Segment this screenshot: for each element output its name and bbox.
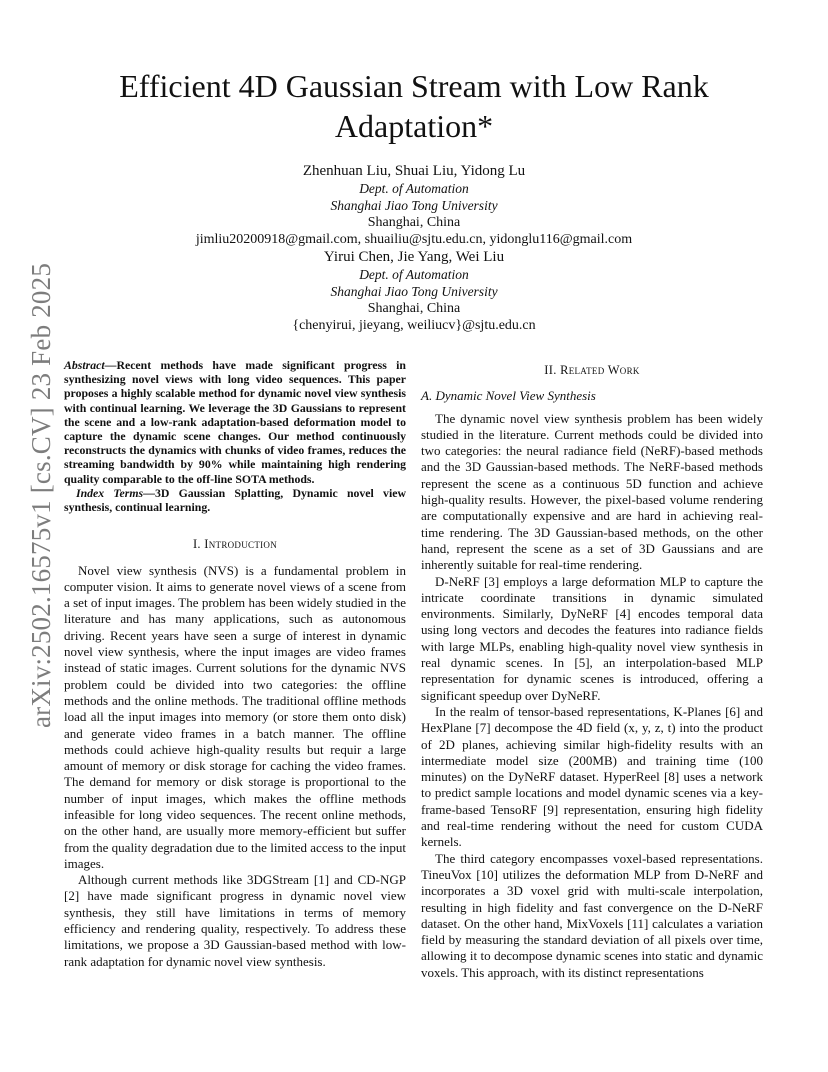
abstract-label: Abstract	[64, 358, 105, 372]
author-names: Yirui Chen, Jie Yang, Wei Liu	[323, 249, 505, 265]
author-department: Dept. of Automation	[359, 267, 469, 282]
arxiv-identifier-stamp	[22, 260, 62, 730]
author-location: Shanghai, China	[367, 301, 461, 316]
subsection-heading: A. Dynamic Novel View Synthesis	[421, 388, 596, 404]
author-department: Dept. of Automation	[359, 181, 469, 196]
related-paragraph: In the realm of tensor-based representations, K-Planes [6] and HexPlane [7] decompose the 4D field (x, y, z, t) into the product of 2D planes, achieving similar high-fidelity results with an intermediate model size (200MB) and training time (100 minutes) on the DyNeRF dataset. HyperReel [8] uses a network to predict sample locations and model dynamic scenes via a key-frame-based TensoRF [9] representation, ensuring high fidelity and real-time rendering without the need for custom CUDA kernels.	[421, 703, 763, 850]
abstract: Abstract—Recent methods have made significant progress in synthesizing novel views with long video sequences. This paper proposes a highly scalable method for dynamic novel view synthesis with continual learning. We leverage the 3D Gaussians to represent the scene and a low-rank adaptation-based deformation model to capture the dynamic scene changes. Our method continuously reconstructs the dynamics with chunks of video frames, reduces the streaming bandwidth by 90% while maintaining high rendering quality comparable to the off-line SOTA methods.	[64, 358, 406, 486]
index-terms: Index Terms—3D Gaussian Splatting, Dynamic novel view synthesis, continual learning.	[64, 485, 406, 515]
index-terms-label: Index Terms	[76, 485, 144, 500]
author-emails: {chenyirui, jieyang, weiliucv}@sjtu.edu.cn	[292, 318, 536, 333]
section-heading-introduction: I. Introduction	[192, 537, 278, 552]
intro-paragraph: Although current methods like 3DGStream [1] and CD-NGP [2] have made significant progress in dynamic novel view synthesis, they still have limitations in terms of memory efficiency and rendering quality, respectively. To address these limitations, we propose a 3D Gaussian-based method with low-rank adaptation for dynamic novel view synthesis.	[64, 872, 406, 969]
intro-paragraph: Novel view synthesis (NVS) is a fundamental problem in computer vision. It aims to generate novel views of a scene from a set of input images. The problem has been widely studied in the literature and has many applications, such as autonomous driving. Recent years have seen a surge of interest in dynamic novel view synthesis, where the input images are video frames instead of static images. Current solutions for the dynamic NVS problem could be divided into two categories: the offline methods and the online methods. The traditional offline methods load all the input images into memory (or store them onto disk) and generate video frames in a batch manner. The offline methods could achieve high-quality results but requir a large amount of memory or disk storage for caching the video frames. The demand for memory or disk storage is proportional to the number of input images, which makes the offline methods infeasible for long video sequences. The recent online methods, on the other hand, are usually more memory-efficient but suffer from the quality degradation due to the limited access to the input images.	[64, 562, 406, 871]
section-heading-related-work: II. Related Work	[544, 363, 640, 377]
author-location: Shanghai, China	[367, 215, 461, 230]
author-emails: jimliu20200918@gmail.com, shuailiu@sjtu.edu.cn, yidonglu116@gmail.com	[195, 232, 633, 247]
author-group-1	[80, 162, 748, 248]
left-column	[64, 358, 406, 970]
paper-title: Efficient 4D Gaussian Stream with Low Rank Adaptation*	[119, 68, 709, 144]
author-group-2	[80, 248, 748, 334]
abstract-text: Recent methods have made significant progress in synthesizing novel views with long video sequences. This paper proposes a highly scalable method for dynamic novel view synthesis with continual learning. We leverage the 3D Gaussians to represent the scene and a low-rank adaptation-based deformation model to capture the dynamic scene changes. Our method continuously reconstructs the dynamics with chunks of video frames, reduces the streaming bandwidth by 90% while maintaining high rendering quality comparable to the off-line SOTA methods.	[64, 358, 406, 486]
related-paragraph: The dynamic novel view synthesis problem has been widely studied in the literature. Current methods could be divided into two categories: the neural radiance field (NeRF)-based methods and the 3D Gaussian-based methods. The NeRF-based methods represent the scene as a continuous 5D function and achieve high-quality results. However, the pixel-based volume rendering are computationally expensive and are hard in achieving real-time rendering. The 3D Gaussian-based methods, on the other hand, represent the scene as a set of 3D Gaussians and are inherently suitable for real-time rendering.	[421, 410, 763, 573]
author-university: Shanghai Jiao Tong University	[330, 198, 498, 213]
author-names: Zhenhuan Liu, Shuai Liu, Yidong Lu	[302, 163, 526, 179]
index-terms-text: 3D Gaussian Splatting, Dynamic novel view synthesis, continual learning.	[64, 485, 406, 515]
author-university: Shanghai Jiao Tong University	[330, 284, 498, 299]
right-column	[421, 358, 763, 981]
related-paragraph: The third category encompasses voxel-based representations. TineuVox [10] utilizes the deformation MLP from D-NeRF and incorporates a 3D voxel grid with multi-scale interpolation, resulting in high fidelity and fast convergence on the D-NeRF dataset. On the other hand, MixVoxels [11] calculates a variation field by measuring the standard deviation of all pixels over time, allowing it to decompose dynamic scenes into static and dynamic voxels. This approach, with its distinct representations	[421, 850, 763, 980]
related-paragraph: D-NeRF [3] employs a large deformation MLP to capture the intricate coordinate transitions in dynamic simulated environments. Similarly, DyNeRF [4] encodes temporal data using long vectors and decodes the features into radiance fields with large MLPs, enabling high-quality novel view synthesis in real dynamic scenes. In [5], an interpolation-based MLP representation for dynamic scenes is introduced, offering a significant speedup over DyNeRF.	[421, 573, 763, 703]
author-block	[80, 162, 748, 334]
arxiv-identifier-text: arXiv:2502.16575v1 [cs.CV] 23 Feb 2025	[26, 262, 57, 728]
